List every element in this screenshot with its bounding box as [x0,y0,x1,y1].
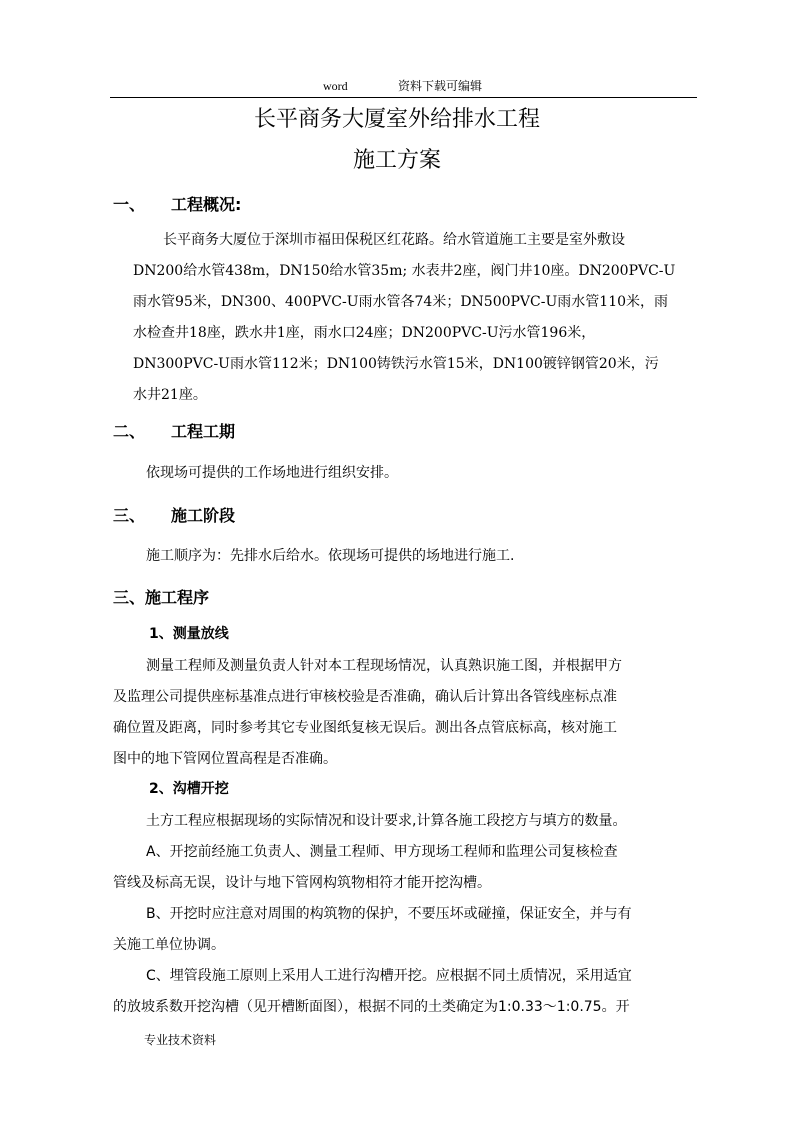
paragraph-line: 图中的地下管网位置高程是否准确。 [113,751,337,767]
paragraph-line: 关施工单位协调。 [113,937,225,953]
section-title: 施工阶段 [171,506,236,525]
paragraph-line: DN200给水管438m，DN150给水管35m; 水表井2座，阀门井10座。DN200PVC-U [133,263,676,279]
section-title: 工程工期 [171,422,236,441]
paragraph-line: 雨水管95米，DN300、400PVC-U雨水管各74米；DN500PVC-U雨水管110米，雨 [133,294,669,310]
header-right-text: 资料下载可编辑 [398,79,483,93]
header-left-text: word [323,79,348,93]
paragraph-line: 长平商务大厦位于深圳市福田保税区红花路。给水管道施工主要是室外敷设 [163,232,625,248]
paragraph-line: 水检查井18座，跌水井1座，雨水口24座；DN200PVC-U污水管196米， [133,325,596,341]
page-header [0,78,794,94]
section-heading-procedure [113,587,209,609]
paragraph-line: 的放坡系数开挖沟槽（见开槽断面图），根据不同的土类确定为1:0.33～1:0.75。开 [113,999,630,1015]
header-divider [110,97,697,98]
paragraph-line: 确位置及距离，同时参考其它专业图纸复核无误后。测出各点管底标高，核对施工 [113,720,617,736]
document-title: 长平商务大厦室外给排水工程 [253,107,540,132]
paragraph-line: DN300PVC-U雨水管112米；DN100铸铁污水管15米，DN100镀锌钢管20米，污 [133,356,659,372]
paragraph-line: B、开挖时应注意对周围的构筑物的保护，不要压坏或碰撞，保证安全，并与有 [146,906,632,922]
subsection-heading-survey: 1、测量放线 [149,626,229,642]
page-footer: 专业技术资料 [144,1033,217,1047]
paragraph-line: 土方工程应根据现场的实际情况和设计要求,计算各施工段挖方与填方的数量。 [146,813,627,829]
paragraph-line: 测量工程师及测量负责人针对本工程现场情况，认真熟识施工图，并根据甲方 [146,658,622,674]
section-number: 二、 [113,422,146,441]
section-heading-stage [113,505,235,527]
paragraph-line: 管线及标高无误，设计与地下管网构筑物相符才能开挖沟槽。 [113,875,491,891]
section-title: 施工程序 [145,588,210,607]
section-heading-schedule [113,421,235,443]
section-heading-overview [113,194,241,216]
paragraph-line: 水井21座。 [133,387,207,403]
schedule-text: 依现场可提供的工作场地进行组织安排。 [146,465,398,481]
paragraph-line: A、开挖前经施工负责人、测量工程师、甲方现场工程师和监理公司复核检查 [146,844,618,860]
document-subtitle: 施工方案 [352,148,441,173]
section-number: 一、 [113,195,146,214]
section-title: 工程概况: [171,195,242,214]
paragraph-line: C、埋管段施工原则上采用人工进行沟槽开挖。应根据不同土质情况，采用适宜 [146,968,632,984]
subsection-heading-trench: 2、沟槽开挖 [149,781,229,797]
stage-text: 施工顺序为：先排水后给水。依现场可提供的场地进行施工. [146,548,515,564]
paragraph-line: 及监理公司提供座标基准点进行审核校验是否准确，确认后计算出各管线座标点准 [113,689,617,705]
section-number: 三、 [113,588,146,607]
section-number: 三、 [113,506,146,525]
